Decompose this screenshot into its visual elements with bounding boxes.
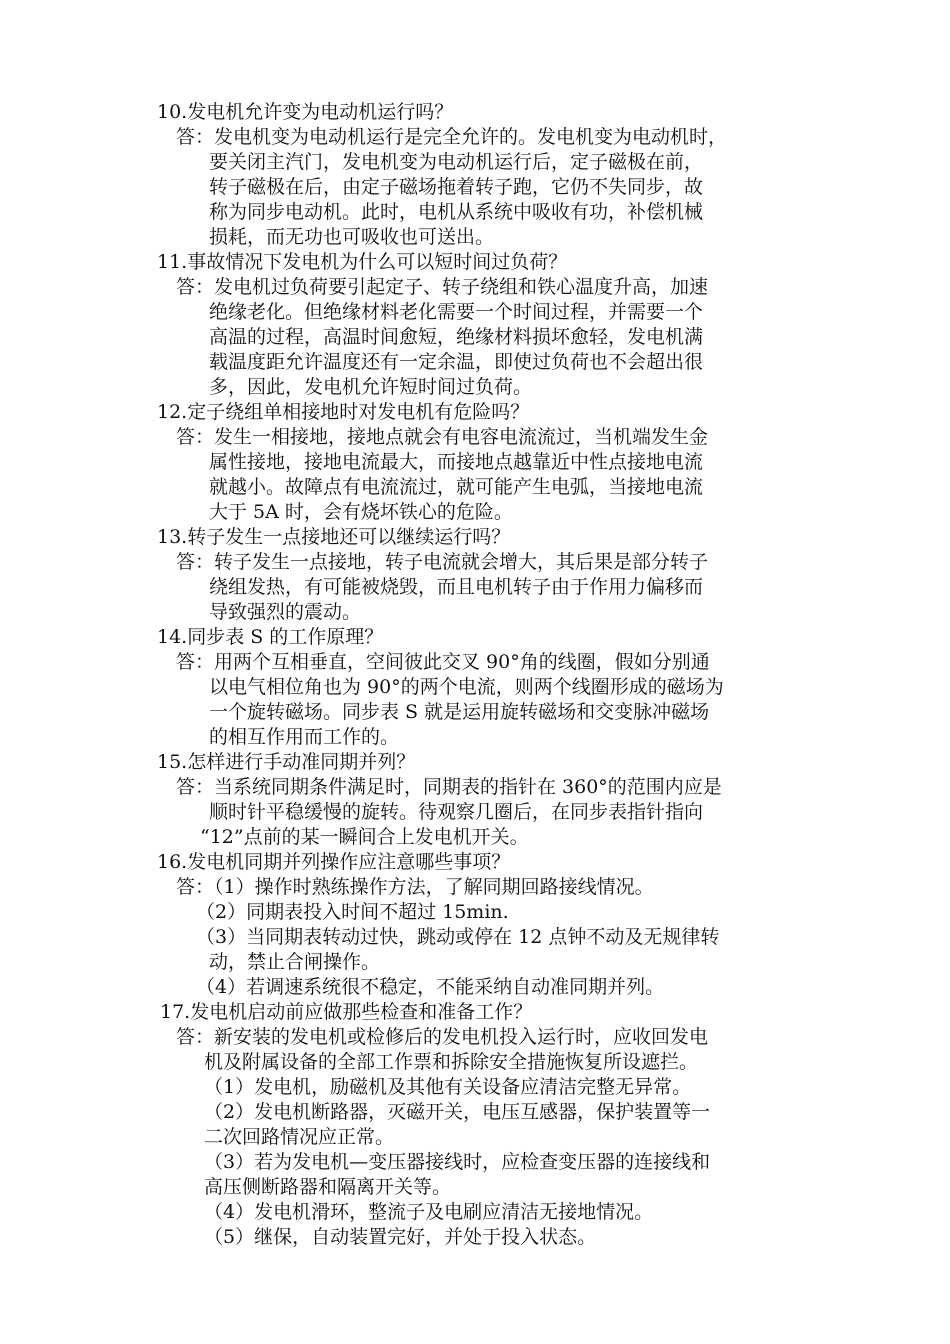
answer-line: 损耗，而无功也可吸收也可送出。 xyxy=(209,226,495,248)
question-12: 12.定子绕组单相接地时对发电机有危险吗？ xyxy=(157,401,530,423)
answer-line: （4）若调速系统很不稳定，不能采纳自动准同期并列。 xyxy=(196,976,665,998)
answer-line: （4）发电机滑环，整流子及电刷应清洁无接地情况。 xyxy=(204,1201,654,1223)
answer-line: 一个旋转磁场。同步表 S 就是运用旋转磁场和交变脉冲磁场 xyxy=(209,701,710,723)
answer-line: 以电气相位角也为 90°的两个电流，则两个线圈形成的磁场为 xyxy=(209,676,724,698)
answer-line: 就越小。故障点有电流流过，就可能产生电弧，当接地电流 xyxy=(209,476,704,498)
question-10: 10.发电机允许变为电动机运行吗？ xyxy=(157,101,454,123)
answer-line: 的相互作用而工作的。 xyxy=(209,726,400,748)
answer-line: （1）发电机，励磁机及其他有关设备应清洁完整无异常。 xyxy=(204,1076,692,1098)
answer-line: 多，因此，发电机允许短时间过负荷。 xyxy=(209,376,533,398)
answer-line: 顺时针平稳缓慢的旋转。待观察几圈后，在同步表指针指向 xyxy=(209,801,704,823)
question-16: 16.发电机同期并列操作应注意哪些事项？ xyxy=(157,851,511,873)
answer-line: （2）发电机断路器，灭磁开关，电压互感器，保护装置等一 xyxy=(204,1101,711,1123)
answer-line: 大于 5A 时，会有烧坏铁心的危险。 xyxy=(209,501,513,523)
question-17: 17.发电机启动前应做那些检查和准备工作？ xyxy=(160,1001,533,1023)
answer-line: 导致强烈的震动。 xyxy=(209,601,362,623)
answer-line: （3）若为发电机—变压器接线时，应检查变压器的连接线和 xyxy=(204,1151,711,1173)
answer-line: 属性接地，接地电流最大，而接地点越靠近中性点接地电流 xyxy=(209,451,704,473)
question-11: 11.事故情况下发电机为什么可以短时间过负荷？ xyxy=(157,251,568,273)
answer-line: 绝缘老化。但绝缘材料老化需要一个时间过程，并需要一个 xyxy=(209,301,704,323)
answer-line: （3）当同期表转动过快，跳动或停在 12 点钟不动及无规律转 xyxy=(196,926,720,948)
answer-line: 动，禁止合闸操作。 xyxy=(209,951,381,973)
answer-line: 答：（1）操作时熟练操作方法，了解同期回路接线情况。 xyxy=(176,876,654,898)
answer-line: 绕组发热，有可能被烧毁，而且电机转子由于作用力偏移而 xyxy=(209,576,704,598)
question-15: 15.怎样进行手动准同期并列？ xyxy=(157,751,416,773)
answer-line: 答：新安装的发电机或检修后的发电机投入运行时，应收回发电 xyxy=(176,1026,709,1048)
answer-line: 转子磁极在后，由定子磁场拖着转子跑，它仍不失同步，故 xyxy=(209,176,704,198)
answer-line: 答：用两个互相垂直，空间彼此交叉 90°角的线圈，假如分别通 xyxy=(176,651,710,673)
answer-line: 载温度距允许温度还有一定余温，即使过负荷也不会超出很 xyxy=(209,351,704,373)
answer-line: 答：发生一相接地，接地点就会有电容电流流过，当机端发生金 xyxy=(176,426,709,448)
answer-line: 答：转子发生一点接地，转子电流就会增大，其后果是部分转子 xyxy=(176,551,709,573)
answer-line: 二次回路情况应正常。 xyxy=(204,1126,395,1148)
answer-line: 称为同步电动机。此时，电机从系统中吸收有功，补偿机械 xyxy=(209,201,704,223)
answer-line: “12”点前的某一瞬间合上发电机开关。 xyxy=(200,826,529,848)
answer-line: （5）继保，自动装置完好，并处于投入状态。 xyxy=(204,1226,597,1248)
question-13: 13.转子发生一点接地还可以继续运行吗？ xyxy=(157,526,511,548)
answer-line: 答：当系统同期条件满足时，同期表的指针在 360°的范围内应是 xyxy=(176,776,722,798)
answer-line: 高压侧断路器和隔离开关等。 xyxy=(204,1176,452,1198)
answer-line: 机及附属设备的全部工作票和拆除安全措施恢复所设遮拦。 xyxy=(204,1051,699,1073)
answer-line: （2）同期表投入时间不超过 15min. xyxy=(196,901,509,923)
answer-line: 高温的过程，高温时间愈短，绝缘材料损坏愈轻，发电机满 xyxy=(209,326,704,348)
answer-line: 答：发电机过负荷要引起定子、转子绕组和铁心温度升高，加速 xyxy=(176,276,709,298)
answer-line: 答：发电机变为电动机运行是完全允许的。发电机变为电动机时， xyxy=(176,126,728,148)
question-14: 14.同步表 S 的工作原理？ xyxy=(157,626,384,648)
answer-line: 要关闭主汽门，发电机变为电动机运行后，定子磁极在前， xyxy=(209,151,704,173)
